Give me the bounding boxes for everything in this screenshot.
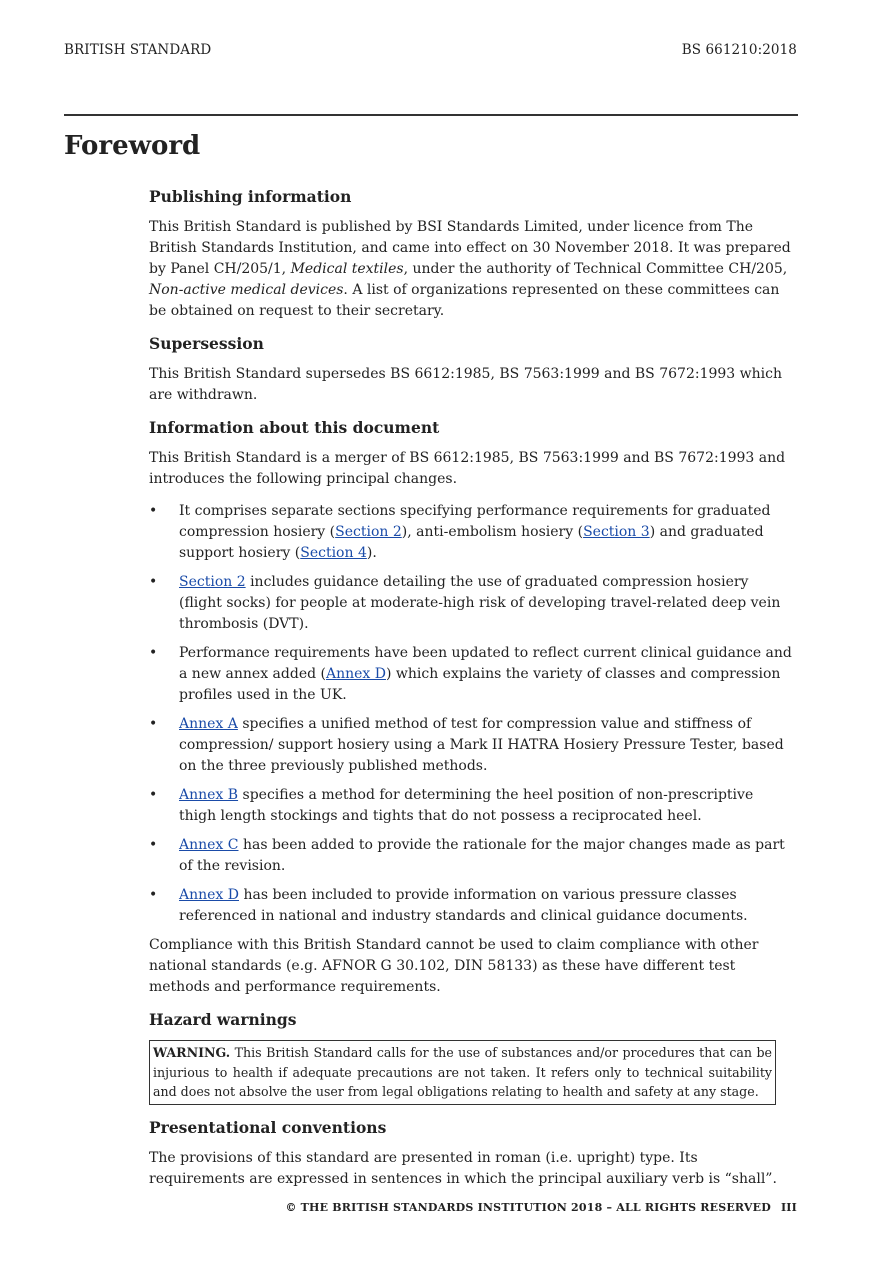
changes-list (149, 501, 794, 927)
warning-box (149, 1040, 776, 1105)
list-item (149, 885, 794, 927)
running-header-left: BRITISH STANDARD (64, 42, 212, 58)
list-item-text: ). (366, 545, 377, 561)
page-title: Foreword (64, 131, 201, 161)
list-item-text: ) and graduated support hosiery ( (179, 524, 764, 561)
list-item-text: ), anti-embolism hosiery ( (401, 524, 584, 540)
bullet-icon: • (149, 887, 158, 903)
list-item (149, 643, 794, 706)
publishing-paragraph (149, 217, 794, 322)
publishing-text-5: . A list of organizations represented on these committees can be obtained on request to their secretary. (149, 282, 780, 319)
warning-text: This British Standard calls for the use of substances and/or procedures that can be injurious to health if adequate precautions are not taken. It refers only to technical suitability and does not absolve the user from legal obligations relating to health and safety at any stage. (153, 1045, 772, 1099)
compliance-paragraph: Compliance with this British Standard cannot be used to claim compliance with other national standards (e.g. AFNOR G 30.102, DIN 58133) as these have different test methods and performance requirements. (149, 937, 759, 995)
link-annex-b[interactable]: Annex B (179, 787, 239, 803)
link-section-4[interactable]: Section 4 (300, 545, 367, 561)
heading-presentational-conventions: Presentational conventions (149, 1117, 387, 1137)
link-section-2[interactable]: Section 2 (335, 524, 402, 540)
list-item-text: has been included to provide information on various pressure classes referenced in national and industry standards and clinical guidance documents. (179, 887, 748, 924)
link-section-2[interactable]: Section 2 (179, 574, 246, 590)
bullet-icon: • (149, 503, 158, 519)
publishing-text-1: This British Standard is published by BSI Standards Limited, under licence from The British Standards Institution, and came into effect on 30 November 2018. It was prepared by Panel CH/205/1, (149, 219, 791, 277)
list-item (149, 835, 794, 877)
list-item (149, 785, 794, 827)
header-rule (64, 114, 798, 116)
bullet-icon: • (149, 837, 158, 853)
list-item-text: has been added to provide the rationale for the major changes made as part of the revision. (179, 837, 785, 874)
bullet-icon: • (149, 716, 158, 732)
list-item-text: specifies a method for determining the heel position of non-prescriptive thigh length stockings and tights that do not possess a reciprocated heel. (179, 787, 754, 824)
footer-copyright: © THE BRITISH STANDARDS INSTITUTION 2018 – ALL RIGHTS RESERVED (285, 1201, 771, 1214)
conventions-paragraph: The provisions of this standard are presented in roman (i.e. upright) type. Its requirements are expressed in sentences in which the principal auxiliary verb is “shall”. (149, 1149, 777, 1187)
page-footer (285, 1201, 797, 1214)
panel-name: Medical textiles (290, 261, 404, 277)
list-item-text: It comprises separate sections specifying performance requirements for graduated compression hosiery ( (179, 503, 771, 540)
bullet-icon: • (149, 645, 158, 661)
foreword-body (149, 186, 794, 1201)
link-annex-d[interactable]: Annex D (179, 887, 239, 903)
committee-name: Non-active medical devices (149, 282, 344, 298)
info-intro-paragraph: This British Standard is a merger of BS 6612:1985, BS 7563:1999 and BS 7672:1993 and introduces the following principal changes. (149, 450, 786, 487)
list-item-text: ) which explains the variety of classes and compression profiles used in the UK. (179, 666, 781, 703)
running-header-right: BS 661210:2018 (681, 42, 797, 58)
warning-label: WARNING. (153, 1045, 231, 1060)
heading-supersession: Supersession (149, 334, 264, 353)
list-item-text: specifies a unified method of test for compression value and stiffness of compression/ support hosiery using a Mark II HATRA Hosiery Pressure Tester, based on the three previously published methods. (179, 716, 784, 774)
heading-information-about-document: Information about this document (149, 418, 440, 437)
list-item (149, 714, 794, 777)
supersession-paragraph: This British Standard supersedes BS 6612:1985, BS 7563:1999 and BS 7672:1993 which are withdrawn. (149, 366, 782, 403)
heading-publishing-information: Publishing information (149, 187, 352, 206)
page-number: III (780, 1201, 797, 1214)
list-item-text: includes guidance detailing the use of graduated compression hosiery (flight socks) for people at moderate-high risk of developing travel-related deep vein thrombosis (DVT). (179, 574, 781, 632)
list-item (149, 501, 794, 564)
link-annex-a[interactable]: Annex A (179, 716, 238, 732)
link-annex-d[interactable]: Annex D (325, 666, 386, 682)
bullet-icon: • (149, 574, 158, 590)
heading-hazard-warnings: Hazard warnings (149, 1010, 297, 1029)
link-section-3[interactable]: Section 3 (583, 524, 650, 540)
bullet-icon: • (149, 787, 158, 803)
list-item-text: Performance requirements have been updated to reflect current clinical guidance and a new annex added ( (179, 645, 792, 682)
publishing-text-3: , under the authority of Technical Committee CH/205, (403, 261, 788, 277)
link-annex-c[interactable]: Annex C (179, 837, 239, 853)
list-item (149, 572, 794, 635)
